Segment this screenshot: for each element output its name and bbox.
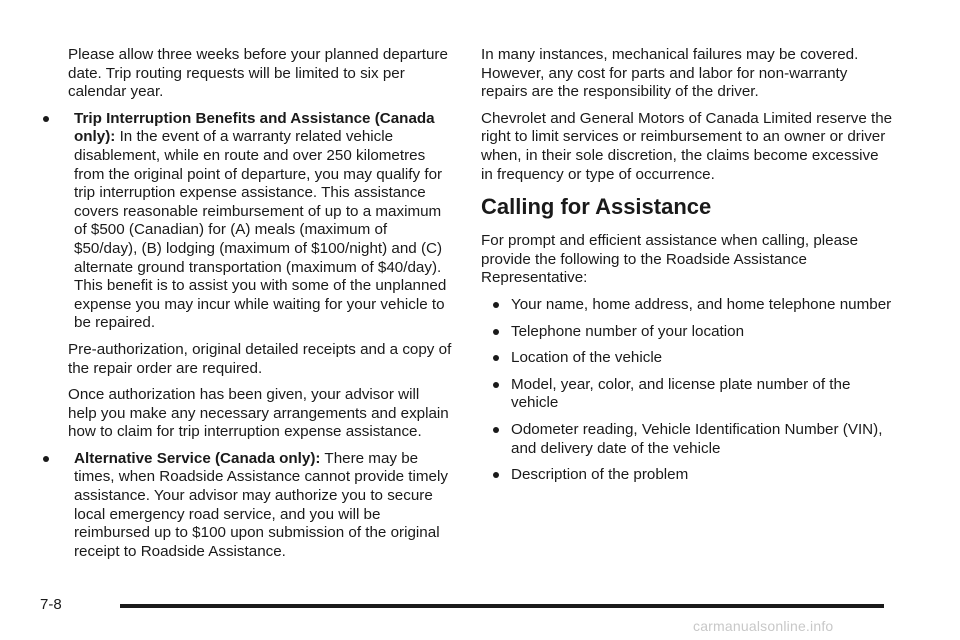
list-item: [481, 349, 893, 368]
bullet-icon: [493, 355, 499, 361]
trip-interruption-text: In the event of a warranty related vehicle disablement, while en route and over 250 kilometres from the original point of departure, you may qualify for trip interruption expense assistance. This assistance covers reasonable reimbursement of up to a maximum of $500 (Canadian) for (A) meals (maximum of $50/day), (B) lodging (maximum of $100/night) and (C) alternate ground transportation (maximum of $40/day). This benefit is to assist you with some of the unplanned expense you may incur while waiting for your vehicle to be repaired.: [74, 128, 447, 332]
right-column: [481, 46, 893, 493]
list-item-text: Telephone number of your location: [511, 322, 745, 340]
bullet-icon: [43, 456, 49, 462]
list-item-text: Location of the vehicle: [511, 349, 663, 367]
left-column: [68, 46, 452, 569]
list-item-text: Odometer reading, Vehicle Identification Number (VIN), and delivery date of the vehicle: [511, 420, 883, 457]
alternative-service-text: There may be times, when Roadside Assistance cannot provide timely assistance. Your advisor may authorize you to secure local emergency road service, and you will be reimbursed up to $100 upon submission of the original receipt to Roadside Assistance.: [74, 449, 448, 560]
watermark: carmanualsonline.info: [693, 618, 834, 634]
pre-authorization-paragraph: Pre-authorization, original detailed receipts and a copy of the repair order are required.: [68, 340, 452, 377]
bullet-icon: [493, 302, 499, 308]
list-item-text: Model, year, color, and license plate number of the vehicle: [511, 375, 851, 412]
bullet-icon: [493, 427, 499, 433]
list-item: [481, 421, 893, 458]
trip-interruption-item: [38, 110, 452, 333]
alternative-service-item: [38, 450, 452, 562]
list-item: [481, 296, 893, 315]
alternative-service-title: Alternative Service (Canada only):: [74, 449, 321, 467]
list-item-text: Description of the problem: [511, 466, 689, 484]
footer-rule: [120, 604, 884, 608]
authorization-paragraph: Once authorization has been given, your advisor will help you make any necessary arrangements and explain how to claim for trip interruption expense assistance.: [68, 386, 449, 441]
list-item: [481, 376, 893, 413]
trip-interruption-title: Trip Interruption Benefits and Assistance (Canada only):: [74, 109, 435, 146]
list-item: [481, 323, 893, 342]
bullet-icon: [493, 472, 499, 478]
bullet-icon: [493, 382, 499, 388]
bullet-icon: [493, 329, 499, 335]
bullet-icon: [43, 116, 49, 122]
mechanical-failures-paragraph: In many instances, mechanical failures may be covered. However, any cost for parts and labor for non-warranty repairs are the responsibility of the driver.: [481, 46, 859, 101]
intro-paragraph: Please allow three weeks before your planned departure date. Trip routing requests will be limited to six per calendar year.: [68, 46, 448, 101]
list-item-text: Your name, home address, and home telephone number: [511, 295, 892, 313]
page-number: 7-8: [40, 596, 62, 613]
calling-intro-paragraph: For prompt and efficient assistance when calling, please provide the following to the Roadside Assistance Representative:: [481, 232, 859, 287]
reserve-rights-paragraph: Chevrolet and General Motors of Canada Limited reserve the right to limit services or reimbursement to an owner or driver when, in their sole discretion, the claims become excessive in frequency or type of occurrence.: [481, 109, 893, 183]
section-heading: Calling for Assistance: [481, 194, 712, 220]
list-item: [481, 466, 893, 485]
